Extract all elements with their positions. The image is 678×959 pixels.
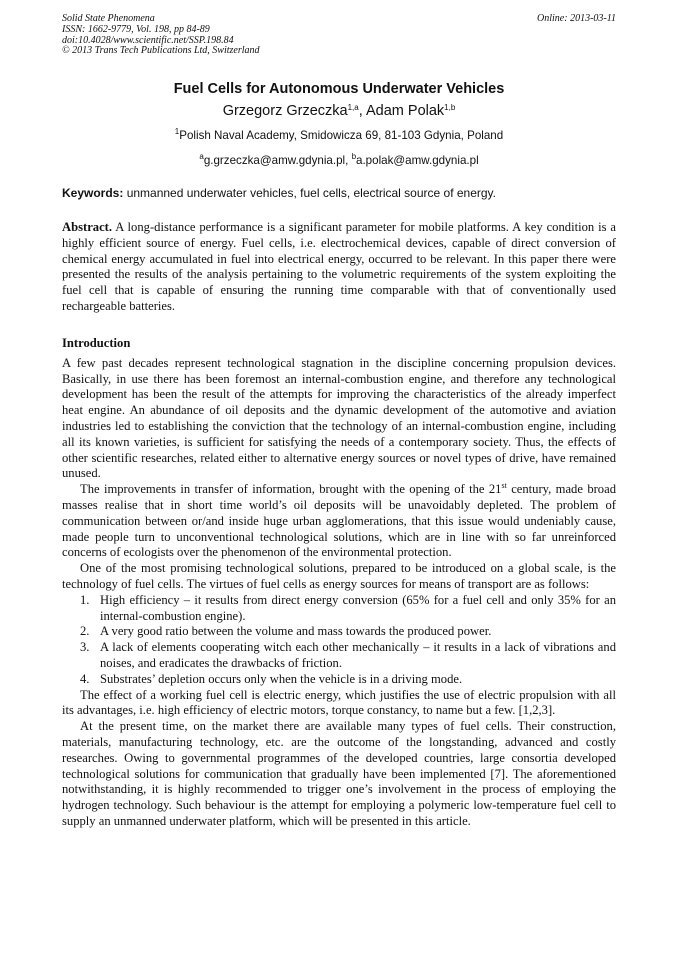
journal-name: Solid State Phenomena	[62, 13, 155, 24]
author-2-name: Adam Polak	[365, 103, 445, 119]
keywords	[62, 185, 616, 201]
author-line	[0, 99, 678, 123]
list-item	[62, 593, 616, 625]
list-item	[62, 624, 616, 640]
author-2-sup: 1,b	[444, 103, 456, 112]
abstract-text: A long-distance performance is a significant parameter for mobile platforms. A key condition is a highly efficient source of energy. Fuel cells, i.e. electrochemical devices, capable of direct conversion of chemical energy accumulated in fuel into electrical energy, occurred to be relevant. In this paper there were presented the results of the analysis pertaining to the volumetric requirements of the system exploiting the fuel cell that is capable of ensuring the running time comparable with that of conventionally used rechargeable batteries.	[62, 220, 616, 313]
intro-p2-start: The improvements in transfer of information, brought with the opening of the 21	[80, 482, 502, 497]
journal-header	[62, 14, 616, 57]
abstract-paragraph	[62, 220, 616, 315]
list-item-text: Substrates’ depletion occurs only when the vehicle is in a driving mode.	[100, 671, 463, 686]
intro-paragraph-5: At the present time, on the market there are available many types of fuel cells. Their construction, materials, manufacturing technology, etc. are the outcome of the longstanding, advanced and costly researches. Owing to governmental programmes of the developed countries, large consortia developed technological solutions for communication that gradually have been implemented [7]. The aforementioned notwithstanding, it is highly recommended to trigger one’s involvement in the process of employing the hydrogen technology. Such behaviour is the attempt for employing a polymeric low-temperature fuel cell to supply an unmanned underwater platform, which will be presented in this article.	[62, 719, 616, 828]
affiliation	[0, 125, 678, 146]
author-1-sup: 1,a	[347, 103, 359, 112]
title-block	[0, 79, 678, 171]
list-item	[62, 672, 616, 688]
introduction-heading: Introduction	[62, 336, 131, 350]
keywords-label: Keywords:	[62, 186, 124, 200]
list-item-text: High efficiency – it results from direct energy conversion (65% for a fuel cell and only 35% for an internal-combustion engine).	[100, 592, 616, 623]
intro-paragraph-4: The effect of a working fuel cell is electric energy, which justifies the use of electric propulsion with all its advantages, i.e. high efficiency of electric motors, torque constancy, to name but a few. [1,2,3].	[62, 687, 616, 718]
list-item	[62, 640, 616, 672]
intro-paragraph-3: One of the most promising technological solutions, prepared to be introduced on a global scale, is the technology of fuel cells. The virtues of fuel cells as energy sources for means of transport are as follows:	[62, 561, 616, 591]
abstract	[62, 220, 616, 315]
paper-title: Fuel Cells for Autonomous Underwater Vehicles	[173, 81, 505, 97]
email-b-sup: b	[351, 152, 357, 161]
email-a: g.grzeczka@amw.gdynia.pl,	[203, 154, 352, 167]
intro-p2-end: century, made broad masses realise that in short time world’s oil deposits will be unavoidably depleted. The problem of communication between or/and inside huge urban agglomerations, that this issue would undeniably cause, made people turn to unconventional technological solutions, which are in line with so far unreinforced concerns of ecologists over the phenomenon of the environmental protection.	[62, 482, 616, 560]
intro-paragraph-1: A few past decades represent technological stagnation in the discipline concerning propulsion devices. Basically, in use there has been foremost an internal-combustion engine, and therefore any technological development has been the result of the attempts for improving the characteristics of the already imperfect heat engine. An abundance of oil deposits and the dynamic development of the automotive and aviation industries led to establishing the conviction that the technology of an internal-combustion engine, including all its known varieties, is sufficient for satisfying the needs of a contemporary society. Thus, the effects of other scientific researches, related either to alternative energy sources or novel types of drive, have remained unused.	[62, 355, 616, 481]
affiliation-text: Polish Naval Academy, Smidowicza 69, 81-103 Gdynia, Poland	[179, 129, 504, 142]
journal-doi: doi:10.4028/www.scientific.net/SSP.198.84	[62, 34, 234, 46]
list-item-text: A lack of elements cooperating witch each other mechanically – it results in a lack of vibrations and noises, and eradicates the drawbacks of friction.	[100, 640, 616, 670]
list-item-number: 1.	[80, 592, 90, 607]
intro-paragraph-2	[62, 482, 616, 561]
list-item-number: 2.	[80, 624, 90, 639]
virtues-list	[62, 593, 616, 688]
online-date: Online: 2013-03-11	[537, 13, 616, 24]
email-b: a.polak@amw.gdynia.pl	[356, 154, 479, 167]
abstract-label: Abstract.	[62, 220, 113, 234]
email-line	[0, 150, 678, 171]
author-separator: ,	[358, 103, 366, 119]
list-item-number: 4.	[80, 671, 90, 686]
keywords-text: unmanned underwater vehicles, fuel cells, electrical source of energy.	[123, 186, 496, 200]
journal-copyright: © 2013 Trans Tech Publications Ltd, Switzerland	[62, 45, 260, 57]
affiliation-sup: 1	[174, 127, 180, 136]
list-item-number: 3.	[80, 640, 90, 655]
email-a-sup: a	[199, 152, 204, 161]
intro-p2-sup: st	[501, 481, 507, 491]
author-1-name: Grzegorz Grzeczka	[222, 103, 348, 119]
list-item-text: A very good ratio between the volume and mass towards the produced power.	[100, 624, 492, 639]
introduction-section	[62, 336, 616, 830]
journal-issn: ISSN: 1662-9779, Vol. 198, pp 84-89	[62, 23, 210, 35]
